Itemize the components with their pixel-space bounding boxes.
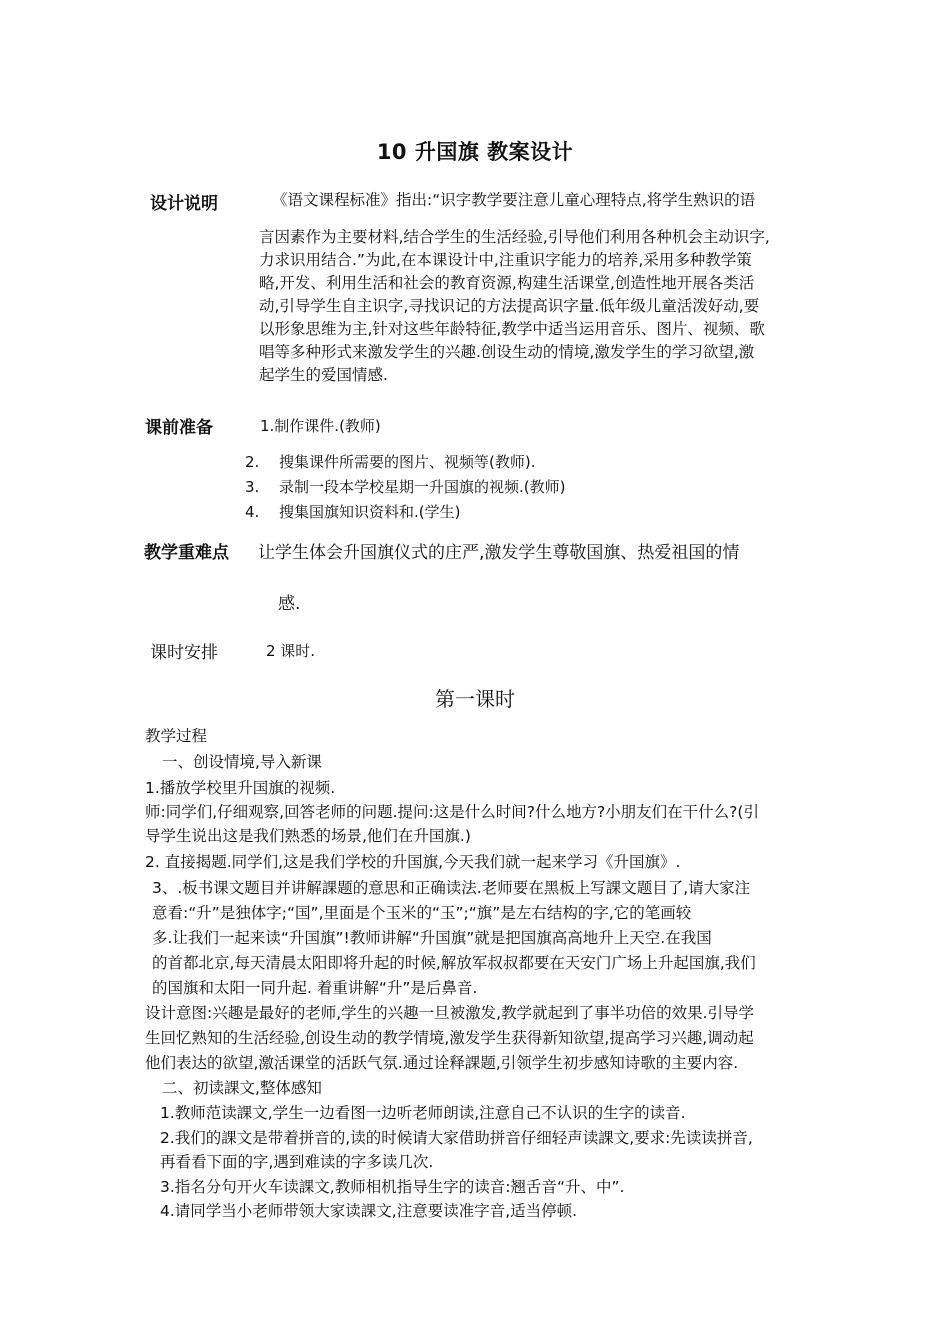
body-line: 多.让我们一起来读“升国旗”!教师讲解“升国旗”就是把国旗高高地升上天空.在我国 [152, 929, 712, 947]
body-line: 再看看下面的字,遇到难读的字多读几次. [160, 1153, 434, 1171]
process-label: 教学过程 [145, 727, 208, 745]
body-line: 3.指名分句开火车读課文,教师相机指导生字的读音:翘舌音“升、中”. [160, 1178, 625, 1196]
prep-item-text: 录制一段本学校星期一升国旗的视频.(教师) [279, 478, 566, 496]
body-line: 的国旗和太阳一同升起. 着重讲解“升”是后鼻音. [152, 979, 478, 997]
design-intent-line: 他们表达的欲望,激活课堂的活跃气氛.通过诠释課题,引领学生初步感知诗歌的主要内容. [145, 1054, 739, 1072]
prep-label: 课前准备 [145, 418, 213, 438]
prep-item-number: 2. [245, 453, 260, 471]
key-points-text: 让学生体会升国旗仪式的庄严,激发学生尊敬国旗、热爱祖国的情 [258, 543, 740, 563]
design-line: 略,开发、利用生活和社会的教育资源,构建生活课堂,创造性地开展各类活 [259, 274, 755, 292]
design-line: 唱等多种形式来激发学生的兴趣.创设生动的情境,激发学生的学习欲望,激 [259, 343, 755, 361]
body-line: 师:同学们,仔细观察,回答老师的问题.提问:这是什么时间?什么地方?小朋友们在干什么?(引 [145, 803, 759, 821]
design-line: 言因素作为主要材料,结合学生的生活经验,引导他们利用各种机会主动识字, [259, 228, 770, 246]
prep-item-number: 3. [245, 478, 260, 496]
prep-item-3 [245, 476, 565, 497]
design-line: 动,引导学生自主识字,寻找识记的方法提高识字量.低年级儿童活泼好动,要 [259, 297, 760, 315]
schedule-value: 2 课时. [266, 642, 316, 660]
body-line: 3、.板书课文题目并讲解課题的意思和正确读法.老师要在黑板上写課文题目了,请大家注 [152, 879, 751, 897]
body-line: 4.请同学当小老师带领大家读課文,注意要读准字音,适当停顿. [160, 1202, 578, 1220]
body-line: 意看:“升”是独体字;“国”,里面是个玉米的“玉”;“旗”是左右结构的字,它的笔画较 [152, 904, 692, 922]
design-line: 力求识用结合.”为此,在本课设计中,注重识字能力的培养,采用多种教学策 [259, 251, 752, 269]
prep-item-number: 4. [245, 503, 260, 521]
body-line: 2. 直接揭题.同学们,这是我们学校的升国旗,今天我们就一起来学习《升国旗》. [145, 853, 681, 871]
prep-item-text: 搜集国旗知识资料和.(学生) [279, 503, 461, 521]
body-line: 1.教师范读課文,学生一边看图一边听老师朗读,注意自己不认识的生字的读音. [160, 1104, 686, 1122]
section-heading: 二、初读課文,整体感知 [162, 1079, 322, 1097]
design-label: 设计说明 [150, 194, 218, 214]
section-heading: 一、创设情境,导入新课 [162, 753, 322, 771]
key-points-text-continued: 感. [278, 594, 301, 614]
body-line: 2.我们的課文是带着拼音的,读的时候请大家借助拼音仔细轻声读課文,要求:先读读拼音, [160, 1129, 753, 1147]
design-line: 以形象思维为主,针对这些年龄特征,教学中适当运用音乐、图片、视频、歌 [259, 320, 765, 338]
body-line: 1.播放学校里升国旗的视频. [145, 779, 336, 797]
prep-item-1: 1.制作课件.(教师) [260, 417, 381, 435]
key-points-label: 教学重难点 [144, 543, 229, 563]
body-line: 导学生说出这是我们熟悉的场景,他们在升国旗.) [145, 827, 471, 845]
lesson-title: 第一课时 [435, 687, 515, 711]
prep-item-text: 搜集课件所需要的图片、视频等(教师). [279, 453, 536, 471]
design-line: 起学生的爱国情感. [259, 366, 388, 384]
prep-item-4 [245, 501, 460, 522]
design-first-line: 《语文课程标准》指出:“识字教学要注意儿童心理特点,将学生熟识的语 [272, 191, 756, 209]
prep-item-2 [245, 451, 535, 472]
page-title: 10 升国旗 教案设计 [376, 140, 574, 164]
schedule-label: 课时安排 [150, 643, 218, 663]
design-intent-line: 生回忆熟知的生活经验,创设生动的教学情境,激发学生获得新知欲望,提高学习兴趣,调动起 [145, 1029, 754, 1047]
body-line: 的首都北京,每天清晨太阳即将升起的时候,解放军叔叔都要在天安门广场上升起国旗,我们 [152, 954, 756, 972]
design-intent-line: 设计意图:兴趣是最好的老师,学生的兴趣一旦被激发,教学就起到了事半功倍的效果.引导学 [145, 1004, 755, 1022]
